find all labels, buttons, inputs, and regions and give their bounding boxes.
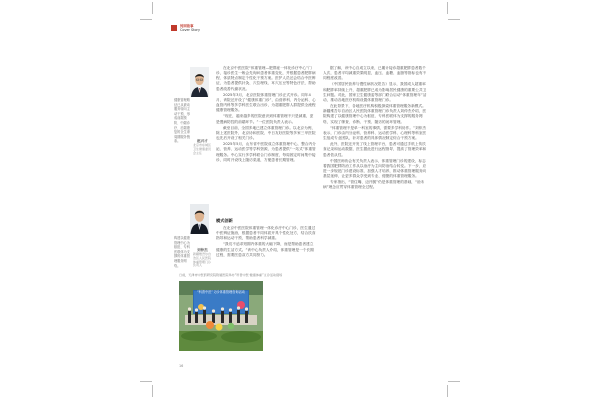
subheading: 模式创新 [216, 218, 233, 223]
crop-mark [152, 385, 153, 397]
quote-caption-1: 健康管理路径已从被动服务转向主动干预，形成前端预防、中端诊疗、后端康复的全生命周期服务链条。 [174, 98, 190, 144]
person-name-1: 赵兴才 [197, 139, 208, 143]
page-number: 16 [179, 364, 184, 368]
portrait-icon [190, 67, 209, 97]
crop-mark [140, 381, 152, 382]
section-title [180, 24, 200, 32]
person-role-2: 新疆维吾尔自治区人民医院体重管理门诊负责人 [193, 252, 212, 268]
photo-caption: 日前，天津市中医药研究院附属医院举办“科普中医·健康体重”义诊活动现场 [179, 273, 283, 277]
section-mark-icon [171, 25, 177, 31]
paragraph: 截至目前，全国多地已建立体重管理门诊。以北京为例，除上述医院外，北京协和医院、中日友好医院等多家三甲医院也先后开设了相关门诊。 [216, 125, 316, 141]
person-role-1: 北京市东城区卫生健康委员会主任 [193, 143, 212, 155]
paragraph: 2025年3月，北京医院体重管理门诊正式开诊。同年4月，该院还开设了“健康体重门诊”，由营养科、内分泌科、心血管内科等多学科医生联合出诊，为超重肥胖人群提供全流程健康管理服务。 [216, 92, 316, 113]
portrait-photo-1 [190, 67, 209, 97]
paragraph: “体重管理不是单一科室的事情，需要多学科协作。”刘仲杰表示，门诊由内分泌科、营养科、运动医学科、心理科等科室医生组成专业团队，针对患者的具体情况制定综合干预方案。 [323, 125, 427, 141]
paragraph: “我们不追求短期内体重的大幅下降，而是帮助患者建立健康的生活方式。”该中心负责人介绍，体重管理是一个长期过程，需要医患双方共同努力。 [216, 242, 314, 257]
portrait-icon [190, 204, 209, 234]
paragraph: 专家指出，“管住嘴、迈开腿”仍是体重管理的基础，“治未病”理念应贯穿体重管理全过程。 [323, 180, 425, 190]
crop-mark [448, 19, 460, 20]
paragraph: “现在，越来越多的医院意识到体重管理不只是减重，更是慢病防控的前端环节。”一位医院负责人表示。 [216, 114, 314, 124]
magazine-page [171, 18, 433, 382]
paragraph: 中国医师协会有关负责人表示，体重管理门诊的建设，标志着我国肥胖防治工作从以治疗为主向防治结合转变。下一步，应进一步规范门诊建设标准，加强人才培养，推动体重管理服务向基层延伸，让更多群众享受到专业、便捷的体重管理服务。 [323, 158, 427, 179]
person-name-2: 刘仲杰 [197, 248, 208, 252]
paragraph: 据了解，该中心自成立以来，已累计接诊超重肥胖患者数千人次，患者平均减重效果明显，血压、血糖、血脂等指标也有不同程度改善。 [323, 66, 427, 81]
photo-banner-text: “科普中医”义诊体重管理咨询活动 [197, 290, 245, 294]
crop-mark [448, 381, 460, 382]
paragraph: 2025年5月，山东省中医院成立体重管理中心，整合内分泌、营养、运动医学等学科资源，为患者提供“一站式”体重管理服务。中心实行多学科联合门诊制度，每周固定时间集中接诊，同时开设线上随访渠道，方便患者长期管理。 [216, 142, 316, 162]
section-title-en: Cover Story [180, 28, 200, 32]
quote-caption-2: 构建以健康管理中心为枢纽、专科医联体为支撑的体重管理服务网络。 [174, 236, 190, 268]
crop-mark [447, 385, 448, 397]
event-photo [179, 281, 263, 351]
paragraph: 此外，医院还开发了线上管理平台，患者可通过手机上传饮食记录和运动数据，医生据此进行远程指导，提高了管理效率和患者依从性。 [323, 142, 427, 157]
paragraph: 在北京中医医院体重管理一体化诊疗中心门诊，医生通过中医辨证施治，根据患者不同体质开具个性化处方，结合饮食指导和运动干预，帮助患者科学减重。 [216, 226, 316, 241]
section-header [171, 24, 200, 32]
crop-mark [140, 19, 152, 20]
article-column-2-continued [216, 226, 316, 267]
paragraph: 在此背景下，各地医疗机构积极探索体重管理服务新模式。新疆维吾尔自治区人民医院体重管理门诊负责人刘仲杰介绍，医院构建了以健康管理中心为枢纽、专科医联体为支撑的服务网络，实现了筛查、诊断、干预、随访的闭环管理。 [323, 104, 427, 124]
article-column-2 [216, 66, 316, 214]
section-title-cn: 封面故事 [180, 24, 194, 28]
paragraph: 《中国居民营养与慢性病状况报告》显示，我国成人超重率和肥胖率持续上升，超重肥胖已成为影响居民健康的重要公共卫生问题。对此，国家卫生健康委等部门联合启动“体重管理年”活动，推动各地医疗机构设置体重管理门诊。 [323, 82, 427, 102]
crop-mark [152, 2, 153, 14]
article-column-3 [323, 66, 427, 354]
crop-mark [447, 2, 448, 14]
paragraph: 在北京中医医院“体重管理—肥胖症一体化诊疗中心”门诊，接诊医生一般会先询问患者体重变化，并根据患者肥胖病程、体质特点制定个性化干预方案。医护人员还会结合中医辨证，为患者提供针灸、穴位埋线、耳穴压豆等特色疗法，帮助患者改善代谢状况。 [216, 66, 316, 91]
portrait-photo-2 [190, 204, 209, 234]
